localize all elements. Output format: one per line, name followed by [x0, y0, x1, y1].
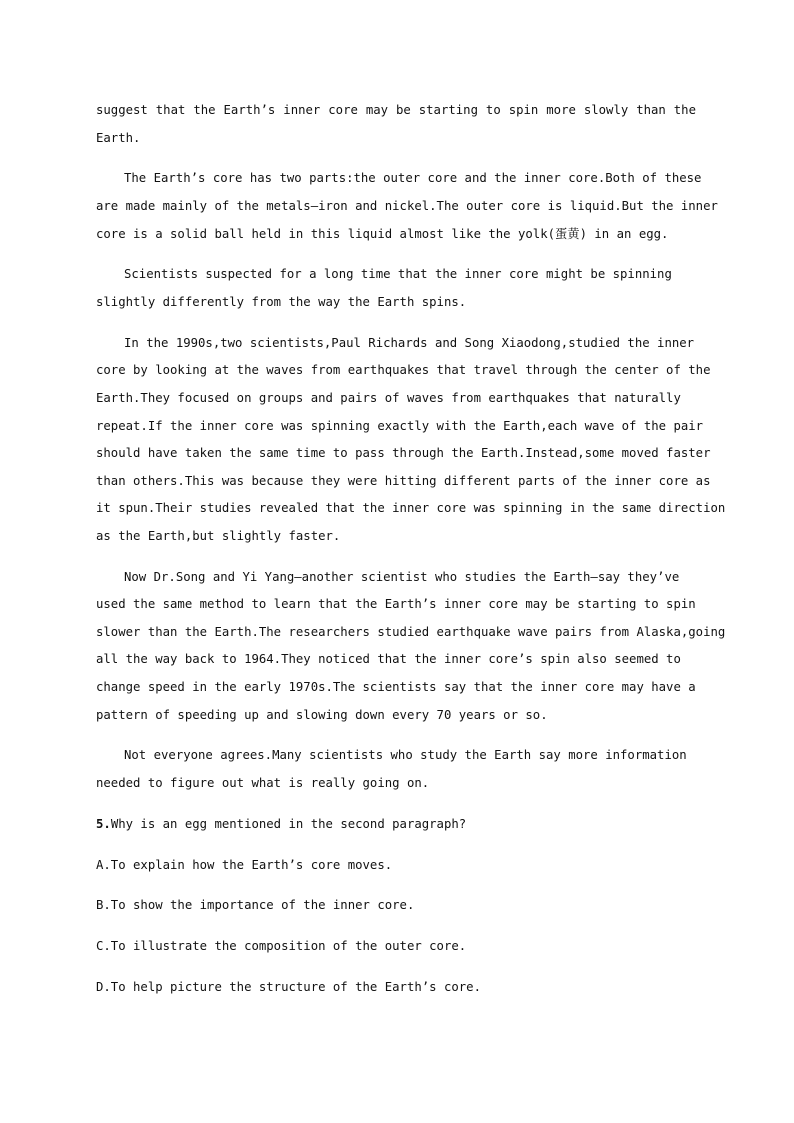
- text-line: core is a solid ball held in this liquid almost like the yolk(蛋黄) in an egg.: [96, 226, 669, 241]
- text-line: slightly differently from the way the Earth spins.: [96, 294, 467, 309]
- text-line: as the Earth,but slightly faster.: [96, 528, 341, 543]
- text-line: core by looking at the waves from earthquakes that travel through the center of the: [96, 363, 711, 378]
- option-a: A.To explain how the Earth’s core moves.: [96, 857, 393, 872]
- option-c: C.To illustrate the composition of the outer core.: [96, 939, 467, 954]
- text-line: change speed in the early 1970s.The scientists say that the inner core may have a: [96, 680, 696, 695]
- paragraph-4: [96, 330, 726, 551]
- text-line: Earth.: [96, 130, 141, 145]
- paragraph-2: [96, 165, 718, 248]
- paragraph-6: [96, 742, 696, 797]
- text-line: Earth.They focused on groups and pairs of waves from earthquakes that naturally: [96, 390, 681, 405]
- document-page: [96, 97, 726, 1015]
- text-line: needed to figure out what is really going on.: [96, 776, 430, 790]
- option-b: B.To show the importance of the inner core.: [96, 898, 415, 913]
- paragraph-5: [96, 564, 726, 730]
- text-line: In the 1990s,two scientists,Paul Richards and Song Xiaodong,studied the inner: [124, 335, 695, 350]
- text-line: Scientists suspected for a long time that the inner core might be spinning: [124, 267, 672, 282]
- question-stem: [96, 811, 696, 839]
- question-number: 5.: [96, 816, 111, 831]
- paragraph-3: [96, 261, 696, 316]
- text-line: Not everyone agrees.Many scientists who study the Earth say more information: [124, 748, 687, 763]
- text-line: all the way back to 1964.They noticed that the inner core’s spin also seemed to: [96, 652, 681, 667]
- paragraph-1: [96, 97, 696, 152]
- text-line: Now Dr.Song and Yi Yang—another scientist who studies the Earth—say they’ve: [124, 569, 680, 584]
- text-line: slower than the Earth.The researchers studied earthquake wave pairs from Alaska,going: [96, 624, 726, 639]
- text-line: pattern of speeding up and slowing down every 70 years or so.: [96, 707, 548, 722]
- text-line: suggest that the Earth’s inner core may be starting to spin more slowly than the: [96, 103, 696, 117]
- text-line: repeat.If the inner core was spinning exactly with the Earth,each wave of the pair: [96, 418, 704, 433]
- text-line: it spun.Their studies revealed that the inner core was spinning in the same direction: [96, 501, 726, 516]
- text-line: are made mainly of the metals—iron and nickel.The outer core is liquid.But the inner: [96, 198, 718, 213]
- option-d: D.To help picture the structure of the Earth’s core.: [96, 979, 481, 994]
- question-text: Why is an egg mentioned in the second paragraph?: [110, 816, 467, 831]
- text-line: The Earth’s core has two parts:the outer core and the inner core.Both of these: [124, 171, 702, 186]
- text-line: used the same method to learn that the Earth’s inner core may be starting to spin: [96, 597, 696, 612]
- text-line: than others.This was because they were hitting different parts of the inner core as: [96, 473, 711, 488]
- text-line: should have taken the same time to pass through the Earth.Instead,some moved faster: [96, 446, 711, 461]
